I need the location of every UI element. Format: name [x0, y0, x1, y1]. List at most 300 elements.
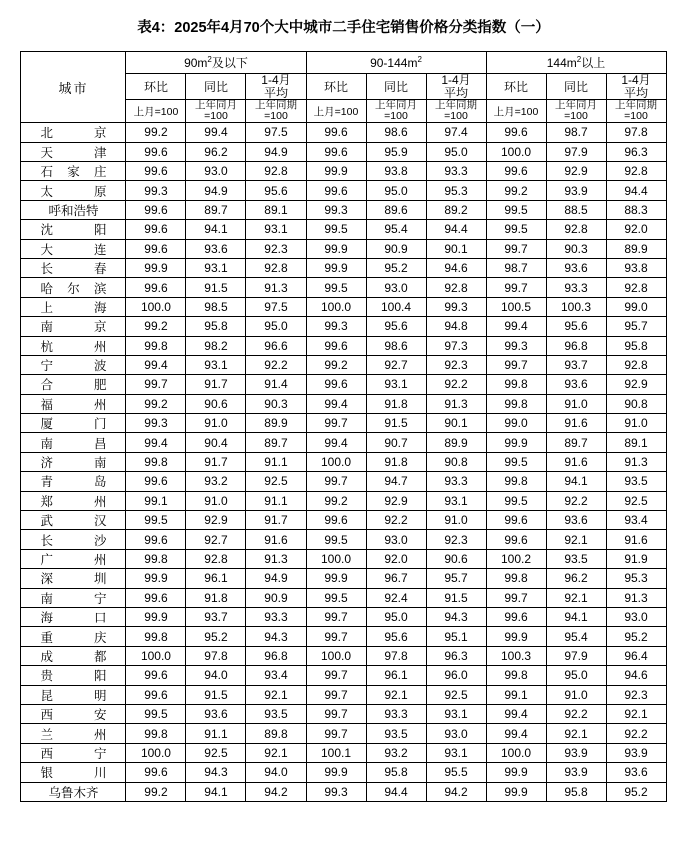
value-cell: 99.8	[126, 627, 186, 646]
value-cell: 91.1	[186, 724, 246, 743]
city-name-cell: 兰 州	[21, 724, 126, 743]
value-cell: 99.6	[306, 336, 366, 355]
city-name-cell: 沈 阳	[21, 220, 126, 239]
value-cell: 96.0	[426, 666, 486, 685]
value-cell: 99.5	[306, 220, 366, 239]
table-row	[21, 336, 666, 355]
city-name-cell: 太 原	[21, 181, 126, 200]
value-cell: 91.8	[366, 394, 426, 413]
value-cell: 96.2	[186, 142, 246, 161]
value-cell: 93.6	[186, 704, 246, 723]
value-cell: 99.9	[126, 607, 186, 626]
value-cell: 99.8	[486, 394, 546, 413]
subheader-mom-large: 环比	[486, 74, 546, 100]
value-cell: 95.6	[366, 317, 426, 336]
value-cell: 98.7	[546, 123, 606, 142]
value-cell: 99.8	[126, 452, 186, 471]
value-cell: 94.3	[246, 627, 306, 646]
value-cell: 99.4	[126, 355, 186, 374]
value-cell: 98.6	[366, 123, 426, 142]
subheader-avg-line2: 平均	[624, 85, 649, 100]
value-cell: 99.4	[186, 123, 246, 142]
value-cell: 91.5	[186, 685, 246, 704]
value-cell: 99.8	[486, 569, 546, 588]
table-row	[21, 181, 666, 200]
value-cell: 97.4	[426, 123, 486, 142]
value-cell: 100.2	[486, 549, 546, 568]
value-cell: 93.9	[546, 743, 606, 762]
value-cell: 93.4	[246, 666, 306, 685]
subheader-yoy-small: 同比	[186, 74, 246, 100]
value-cell: 99.5	[306, 588, 366, 607]
value-cell: 100.0	[306, 452, 366, 471]
value-cell: 92.3	[246, 239, 306, 258]
city-name-cell: 厦 门	[21, 414, 126, 433]
value-cell: 100.3	[546, 297, 606, 316]
value-cell: 94.2	[426, 782, 486, 801]
value-cell: 98.5	[186, 297, 246, 316]
value-cell: 91.1	[246, 452, 306, 471]
value-cell: 89.2	[426, 200, 486, 219]
table-row	[21, 646, 666, 665]
value-cell: 97.8	[186, 646, 246, 665]
value-cell: 99.7	[306, 666, 366, 685]
value-cell: 99.3	[126, 414, 186, 433]
city-name-cell: 重 庆	[21, 627, 126, 646]
value-cell: 95.8	[606, 336, 666, 355]
value-cell: 89.7	[186, 200, 246, 219]
value-cell: 94.2	[246, 782, 306, 801]
value-cell: 91.6	[546, 452, 606, 471]
city-name-cell: 西 安	[21, 704, 126, 723]
value-cell: 90.1	[426, 414, 486, 433]
value-cell: 93.9	[606, 743, 666, 762]
base-avg-small	[246, 100, 306, 123]
value-cell: 99.6	[126, 278, 186, 297]
value-cell: 92.3	[426, 530, 486, 549]
value-cell: 99.7	[306, 627, 366, 646]
value-cell: 100.0	[126, 297, 186, 316]
subheader-mom-medium: 环比	[306, 74, 366, 100]
value-cell: 99.6	[126, 588, 186, 607]
table-row	[21, 724, 666, 743]
value-cell: 91.8	[186, 588, 246, 607]
table-row	[21, 743, 666, 762]
value-cell: 95.0	[546, 666, 606, 685]
value-cell: 92.1	[546, 588, 606, 607]
value-cell: 94.4	[606, 181, 666, 200]
value-cell: 100.1	[306, 743, 366, 762]
city-name-cell: 昆 明	[21, 685, 126, 704]
value-cell: 99.9	[306, 258, 366, 277]
value-cell: 93.3	[366, 704, 426, 723]
value-cell: 99.8	[486, 375, 546, 394]
value-cell: 92.5	[246, 472, 306, 491]
value-cell: 99.6	[126, 763, 186, 782]
value-cell: 99.6	[486, 123, 546, 142]
value-cell: 99.2	[126, 782, 186, 801]
value-cell: 90.8	[426, 452, 486, 471]
table-row	[21, 258, 666, 277]
value-cell: 95.0	[426, 142, 486, 161]
value-cell: 97.9	[546, 646, 606, 665]
value-cell: 99.3	[306, 782, 366, 801]
city-name-cell: 大 连	[21, 239, 126, 258]
table-header	[21, 52, 666, 123]
value-cell: 91.5	[186, 278, 246, 297]
value-cell: 96.3	[426, 646, 486, 665]
city-name-cell: 乌鲁木齐	[21, 782, 126, 801]
value-cell: 95.3	[426, 181, 486, 200]
city-name-cell: 福 州	[21, 394, 126, 413]
value-cell: 91.9	[606, 549, 666, 568]
value-cell: 99.5	[306, 530, 366, 549]
value-cell: 89.1	[246, 200, 306, 219]
value-cell: 99.7	[486, 278, 546, 297]
subheader-avg-small	[246, 74, 306, 100]
table-row	[21, 685, 666, 704]
value-cell: 99.6	[126, 666, 186, 685]
group-label-sup: 2	[207, 55, 212, 64]
value-cell: 93.0	[366, 530, 426, 549]
value-cell: 100.0	[486, 743, 546, 762]
value-cell: 99.9	[126, 258, 186, 277]
value-cell: 93.6	[546, 511, 606, 530]
price-index-table	[20, 51, 666, 802]
value-cell: 92.2	[426, 375, 486, 394]
value-cell: 92.9	[546, 162, 606, 181]
value-cell: 95.2	[366, 258, 426, 277]
value-cell: 99.9	[486, 433, 546, 452]
base-line1: 上年同月	[194, 99, 237, 112]
value-cell: 90.9	[246, 588, 306, 607]
value-cell: 93.0	[426, 724, 486, 743]
table-row	[21, 394, 666, 413]
base-line1: 上年同期	[254, 99, 297, 112]
value-cell: 93.8	[606, 258, 666, 277]
value-cell: 99.6	[486, 607, 546, 626]
value-cell: 90.3	[546, 239, 606, 258]
value-cell: 99.6	[126, 220, 186, 239]
value-cell: 92.9	[366, 491, 426, 510]
value-cell: 99.4	[486, 724, 546, 743]
value-cell: 92.3	[606, 685, 666, 704]
value-cell: 99.6	[306, 375, 366, 394]
table-row	[21, 220, 666, 239]
subheader-avg-line1: 1-4月	[441, 73, 471, 87]
value-cell: 93.1	[426, 704, 486, 723]
base-line1: 上年同期	[615, 99, 657, 112]
value-cell: 89.9	[426, 433, 486, 452]
value-cell: 89.7	[246, 433, 306, 452]
group-label-tail: 及以下	[211, 56, 248, 70]
value-cell: 93.8	[366, 162, 426, 181]
base-line2: =100	[384, 110, 408, 123]
city-name-cell: 南 京	[21, 317, 126, 336]
group-label-main: 90-144m	[370, 56, 418, 70]
base-line1: 上年同月	[555, 99, 597, 112]
value-cell: 95.2	[606, 627, 666, 646]
table-row	[21, 414, 666, 433]
value-cell: 91.5	[426, 588, 486, 607]
value-cell: 91.3	[606, 452, 666, 471]
value-cell: 94.1	[546, 472, 606, 491]
city-name-cell: 杭 州	[21, 336, 126, 355]
value-cell: 89.9	[246, 414, 306, 433]
value-cell: 91.0	[186, 414, 246, 433]
value-cell: 98.6	[366, 336, 426, 355]
value-cell: 93.1	[246, 220, 306, 239]
subheader-avg-line1: 1-4月	[621, 73, 651, 87]
value-cell: 97.8	[606, 123, 666, 142]
value-cell: 91.7	[186, 452, 246, 471]
value-cell: 97.3	[426, 336, 486, 355]
value-cell: 99.2	[306, 355, 366, 374]
value-cell: 99.0	[606, 297, 666, 316]
value-cell: 91.5	[366, 414, 426, 433]
table-row	[21, 782, 666, 801]
value-cell: 95.8	[546, 782, 606, 801]
subheader-avg-medium	[426, 74, 486, 100]
value-cell: 99.6	[126, 239, 186, 258]
value-cell: 95.4	[366, 220, 426, 239]
value-cell: 99.4	[306, 394, 366, 413]
value-cell: 99.9	[486, 627, 546, 646]
value-cell: 94.1	[546, 607, 606, 626]
value-cell: 93.1	[426, 743, 486, 762]
value-cell: 92.8	[606, 355, 666, 374]
table-row	[21, 297, 666, 316]
value-cell: 92.9	[606, 375, 666, 394]
value-cell: 99.9	[486, 763, 546, 782]
value-cell: 96.3	[606, 142, 666, 161]
value-cell: 89.7	[546, 433, 606, 452]
value-cell: 97.8	[366, 646, 426, 665]
value-cell: 92.0	[606, 220, 666, 239]
table-row	[21, 452, 666, 471]
value-cell: 100.3	[486, 646, 546, 665]
value-cell: 99.4	[486, 317, 546, 336]
value-cell: 98.7	[486, 258, 546, 277]
city-name-cell: 合 肥	[21, 375, 126, 394]
value-cell: 93.5	[606, 472, 666, 491]
value-cell: 99.2	[126, 123, 186, 142]
subheader-yoy-large: 同比	[546, 74, 606, 100]
value-cell: 93.6	[606, 763, 666, 782]
value-cell: 99.7	[486, 239, 546, 258]
value-cell: 95.3	[606, 569, 666, 588]
value-cell: 99.5	[126, 704, 186, 723]
value-cell: 92.1	[366, 685, 426, 704]
value-cell: 99.3	[486, 336, 546, 355]
value-cell: 92.2	[546, 704, 606, 723]
group-header-medium	[306, 52, 486, 74]
value-cell: 94.1	[186, 220, 246, 239]
value-cell: 98.2	[186, 336, 246, 355]
value-cell: 100.0	[306, 297, 366, 316]
table-row	[21, 530, 666, 549]
group-label-tail: 以上	[581, 56, 606, 70]
value-cell: 99.6	[126, 162, 186, 181]
city-name-cell: 上 海	[21, 297, 126, 316]
value-cell: 99.9	[486, 782, 546, 801]
subheader-avg-line2: 平均	[443, 85, 468, 100]
value-cell: 99.9	[306, 569, 366, 588]
value-cell: 99.5	[306, 278, 366, 297]
value-cell: 93.5	[246, 704, 306, 723]
base-mom-small: 上月=100	[126, 100, 186, 123]
value-cell: 100.5	[486, 297, 546, 316]
city-name-cell: 呼和浩特	[21, 200, 126, 219]
value-cell: 94.4	[426, 220, 486, 239]
table-row	[21, 433, 666, 452]
value-cell: 99.6	[486, 162, 546, 181]
city-name-cell: 深 圳	[21, 569, 126, 588]
value-cell: 93.5	[546, 549, 606, 568]
value-cell: 93.3	[426, 472, 486, 491]
value-cell: 94.7	[366, 472, 426, 491]
subheader-mom-small: 环比	[126, 74, 186, 100]
city-name-cell: 哈 尔 滨	[21, 278, 126, 297]
table-row	[21, 588, 666, 607]
value-cell: 90.3	[246, 394, 306, 413]
value-cell: 99.4	[486, 704, 546, 723]
value-cell: 92.8	[546, 220, 606, 239]
value-cell: 95.7	[426, 569, 486, 588]
city-name-cell: 宁 波	[21, 355, 126, 374]
city-name-cell: 银 川	[21, 763, 126, 782]
value-cell: 100.0	[126, 743, 186, 762]
city-name-cell: 天 津	[21, 142, 126, 161]
value-cell: 99.8	[126, 549, 186, 568]
value-cell: 95.8	[366, 763, 426, 782]
table-row	[21, 317, 666, 336]
value-cell: 95.7	[606, 317, 666, 336]
value-cell: 99.6	[306, 142, 366, 161]
value-cell: 94.9	[186, 181, 246, 200]
value-cell: 93.7	[186, 607, 246, 626]
value-cell: 94.0	[246, 763, 306, 782]
value-cell: 99.7	[306, 607, 366, 626]
page-title: 表4：2025年4月70个大中城市二手住宅销售价格分类指数（一）	[137, 20, 550, 36]
value-cell: 99.7	[306, 472, 366, 491]
value-cell: 96.1	[186, 569, 246, 588]
value-cell: 89.8	[246, 724, 306, 743]
subheader-yoy-medium: 同比	[366, 74, 426, 100]
city-name-cell: 石 家 庄	[21, 162, 126, 181]
city-name-cell: 长 春	[21, 258, 126, 277]
base-mom-large: 上月=100	[486, 100, 546, 123]
value-cell: 88.3	[606, 200, 666, 219]
value-cell: 99.2	[126, 317, 186, 336]
value-cell: 93.1	[366, 375, 426, 394]
value-cell: 92.8	[246, 162, 306, 181]
group-label-sup: 2	[417, 55, 422, 64]
value-cell: 97.5	[246, 297, 306, 316]
value-cell: 99.3	[126, 181, 186, 200]
value-cell: 91.8	[366, 452, 426, 471]
city-name-cell: 北 京	[21, 123, 126, 142]
value-cell: 99.9	[306, 763, 366, 782]
table-body	[21, 123, 666, 802]
value-cell: 99.6	[306, 511, 366, 530]
subheader-avg-line1: 1-4月	[261, 73, 291, 87]
value-cell: 95.0	[366, 181, 426, 200]
subheader-avg-line2: 平均	[263, 85, 288, 100]
value-cell: 91.3	[246, 278, 306, 297]
table-row	[21, 491, 666, 510]
value-cell: 96.7	[366, 569, 426, 588]
table-row	[21, 278, 666, 297]
value-cell: 93.1	[186, 258, 246, 277]
value-cell: 93.6	[546, 375, 606, 394]
value-cell: 95.9	[366, 142, 426, 161]
value-cell: 90.6	[186, 394, 246, 413]
base-line2: =100	[624, 110, 648, 123]
value-cell: 99.8	[486, 472, 546, 491]
value-cell: 95.8	[186, 317, 246, 336]
table-row	[21, 607, 666, 626]
value-cell: 99.5	[486, 220, 546, 239]
value-cell: 96.1	[366, 666, 426, 685]
value-cell: 95.5	[426, 763, 486, 782]
table-row	[21, 472, 666, 491]
value-cell: 94.4	[366, 782, 426, 801]
value-cell: 93.3	[426, 162, 486, 181]
value-cell: 99.4	[306, 433, 366, 452]
base-line1: 上年同月	[375, 99, 417, 112]
group-header-small	[126, 52, 306, 74]
value-cell: 92.2	[366, 511, 426, 530]
value-cell: 92.8	[606, 162, 666, 181]
city-name-cell: 成 都	[21, 646, 126, 665]
value-cell: 99.1	[486, 685, 546, 704]
value-cell: 93.1	[186, 355, 246, 374]
value-cell: 99.2	[486, 181, 546, 200]
value-cell: 99.7	[486, 588, 546, 607]
value-cell: 99.1	[126, 491, 186, 510]
value-cell: 95.6	[546, 317, 606, 336]
city-name-cell: 南 宁	[21, 588, 126, 607]
value-cell: 99.2	[306, 491, 366, 510]
value-cell: 91.0	[546, 394, 606, 413]
value-cell: 99.7	[126, 375, 186, 394]
value-cell: 92.3	[426, 355, 486, 374]
value-cell: 90.1	[426, 239, 486, 258]
table-row	[21, 627, 666, 646]
table-row	[21, 355, 666, 374]
value-cell: 92.1	[246, 743, 306, 762]
city-name-cell: 南 昌	[21, 433, 126, 452]
value-cell: 99.7	[306, 724, 366, 743]
value-cell: 99.5	[126, 511, 186, 530]
value-cell: 89.6	[366, 200, 426, 219]
base-yoy-large	[546, 100, 606, 123]
table-row	[21, 763, 666, 782]
value-cell: 92.0	[366, 549, 426, 568]
group-label-main: 90m	[184, 56, 208, 70]
value-cell: 94.0	[186, 666, 246, 685]
value-cell: 90.9	[366, 239, 426, 258]
value-cell: 94.6	[606, 666, 666, 685]
value-cell: 92.5	[606, 491, 666, 510]
value-cell: 95.2	[186, 627, 246, 646]
group-header-large	[486, 52, 666, 74]
value-cell: 100.0	[306, 549, 366, 568]
value-cell: 99.6	[126, 530, 186, 549]
value-cell: 91.0	[426, 511, 486, 530]
value-cell: 90.7	[366, 433, 426, 452]
